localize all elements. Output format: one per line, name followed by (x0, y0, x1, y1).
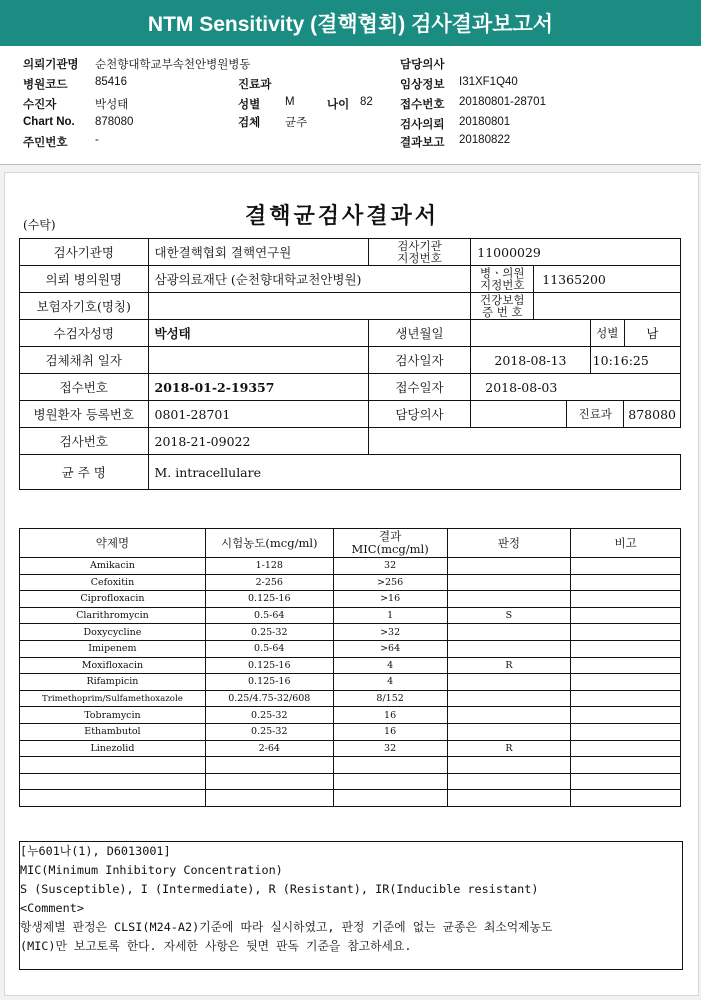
drug-row (20, 690, 681, 707)
note-cell (571, 740, 681, 757)
header-label-sex: 성별 (238, 99, 261, 111)
info-label-department: 진료과 (567, 401, 624, 427)
info-label-doctor: 담당의사 (368, 401, 471, 428)
test-range-cell (205, 790, 333, 807)
judgment-cell: R (447, 740, 571, 757)
header-label-chart-no: Chart No. (23, 116, 75, 128)
test-range-cell: 0.125-16 (205, 591, 333, 608)
info-value-lab-code: 11000029 (471, 239, 681, 266)
note-cell (571, 558, 681, 575)
note-line: S (Susceptible), I (Intermediate), R (Resistant), IR(Inducible resistant) (20, 882, 539, 896)
drug-name-cell: Cefoxitin (20, 574, 206, 591)
header-label-specimen: 검체 (238, 117, 261, 129)
info-label-requester-code: 병ㆍ의원 지정번호 (471, 266, 534, 292)
mic-cell: 16 (333, 707, 447, 724)
drug-row (20, 773, 681, 790)
header-label-request-date: 검사의뢰 (400, 119, 445, 131)
info-label-collection-date: 검체채취 일자 (20, 347, 149, 374)
result-sheet (4, 172, 699, 996)
judgment-cell (447, 624, 571, 641)
header-value-specimen: 균주 (285, 117, 308, 129)
info-value-doctor (471, 401, 567, 427)
note-cell (571, 773, 681, 790)
mic-cell: 4 (333, 674, 447, 691)
header-label-resident-no: 주민번호 (23, 137, 68, 149)
note-cell (571, 790, 681, 807)
test-range-cell: 0.5-64 (205, 607, 333, 624)
mic-cell: 8/152 (333, 690, 447, 707)
mic-cell: 4 (333, 657, 447, 674)
drug-row (20, 740, 681, 757)
test-range-cell: 0.25-32 (205, 707, 333, 724)
mic-cell: >16 (333, 591, 447, 608)
info-doctor-cell (471, 401, 681, 428)
header-value-request-date: 20180801 (459, 116, 511, 128)
header-label-receipt-no: 접수번호 (400, 99, 445, 111)
info-label-birth: 생년월일 (368, 320, 471, 347)
mic-cell (333, 790, 447, 807)
drug-row (20, 607, 681, 624)
info-value-lab: 대한결핵협회 결핵연구원 (148, 239, 368, 266)
drug-row (20, 674, 681, 691)
test-range-cell: 2-256 (205, 574, 333, 591)
sheet-title: 결핵균검사결과서 (245, 203, 440, 229)
mic-cell: >256 (333, 574, 447, 591)
info-label-lab-code: 검사기관 지정번호 (368, 239, 471, 266)
test-range-cell: 0.25-32 (205, 723, 333, 740)
info-value-insurer (148, 293, 471, 320)
mic-cell: 16 (333, 723, 447, 740)
col-header-mic: 결과 MIC(mcg/ml) (333, 529, 447, 558)
note-line: 항생제별 판정은 CLSI(M24-A2)기준에 따라 실시하였고, 판정 기준에 없는 균종은 최소억제농도 (20, 920, 553, 934)
test-range-cell: 1-128 (205, 558, 333, 575)
header-label-age: 나이 (327, 99, 350, 111)
drug-row (20, 707, 681, 724)
info-label-patient: 수검자성명 (20, 320, 149, 347)
drug-name-cell: Clarithromycin (20, 607, 206, 624)
judgment-cell: R (447, 657, 571, 674)
drug-name-cell: Amikacin (20, 558, 206, 575)
info-value-test-no: 2018-21-09022 (148, 428, 368, 455)
header-label-patient: 수진자 (23, 99, 57, 111)
info-value-department: 878080 (628, 406, 676, 422)
test-range-cell: 0.125-16 (205, 674, 333, 691)
info-row-test-no (20, 428, 681, 455)
info-label-test-no: 검사번호 (20, 428, 149, 455)
info-label-test-date: 검사일자 (368, 347, 471, 374)
drug-name-cell: Rifampicin (20, 674, 206, 691)
note-cell (571, 657, 681, 674)
report-title: NTM Sensitivity (결핵협회) 검사결과보고서 (0, 0, 701, 46)
notes-box (19, 841, 683, 970)
info-value-registration: 0801-28701 (148, 401, 368, 428)
judgment-cell (447, 790, 571, 807)
drug-name-cell: Ciprofloxacin (20, 591, 206, 608)
info-insurance-no-cell (471, 293, 681, 320)
header-value-report-date: 20180822 (459, 134, 511, 146)
note-cell (571, 707, 681, 724)
judgment-cell (447, 723, 571, 740)
note-cell (571, 624, 681, 641)
judgment-cell (447, 707, 571, 724)
note-line: <Comment> (20, 901, 84, 915)
mic-cell (333, 757, 447, 774)
drug-name-cell (20, 757, 206, 774)
info-value-birth (471, 320, 590, 347)
info-label-registration: 병원환자 등록번호 (20, 401, 149, 428)
drug-name-cell (20, 773, 206, 790)
mic-cell (333, 773, 447, 790)
test-range-cell: 2-64 (205, 740, 333, 757)
note-cell (571, 640, 681, 657)
header-label-clinical-info: 임상정보 (400, 79, 445, 91)
info-empty-cell (368, 428, 680, 455)
info-row-collection (20, 347, 681, 374)
judgment-cell (447, 574, 571, 591)
drug-row (20, 558, 681, 575)
header-value-receipt-no: 20180801-28701 (459, 96, 546, 108)
note-cell (571, 607, 681, 624)
info-row-registration (20, 401, 681, 428)
col-header-drug: 약제명 (20, 529, 206, 558)
header-value-chart-no: 878080 (95, 116, 134, 128)
info-value-receipt-date: 2018-08-03 (471, 374, 681, 401)
info-value-test-time: 10:16:25 (590, 347, 680, 374)
susceptibility-header-row (20, 529, 681, 558)
drug-name-cell: Doxycycline (20, 624, 206, 641)
susceptibility-table (19, 528, 681, 807)
mic-cell: 32 (333, 740, 447, 757)
info-label-requester: 의뢰 병의원명 (20, 266, 149, 293)
header-value-clinical-info: I31XF1Q40 (459, 76, 518, 88)
note-cell (571, 690, 681, 707)
info-label-insurance-no: 건강보험 증 번 호 (471, 293, 534, 319)
header-value-hospital-code: 85416 (95, 76, 127, 88)
report-header (0, 46, 701, 165)
info-row-requester (20, 266, 681, 293)
header-label-hospital-code: 병원코드 (23, 79, 68, 91)
drug-row (20, 591, 681, 608)
info-value-sex: 남 (624, 320, 680, 347)
drug-name-cell: Imipenem (20, 640, 206, 657)
drug-name-cell: Trimethoprim/Sulfamethoxazole (20, 690, 206, 707)
drug-name-cell: Ethambutol (20, 723, 206, 740)
info-row-receipt (20, 374, 681, 401)
info-value-collection-date (148, 347, 368, 374)
mic-cell: 1 (333, 607, 447, 624)
header-label-report-date: 결과보고 (400, 137, 445, 149)
col-header-judgment: 판정 (447, 529, 571, 558)
header-label-department: 진료과 (238, 79, 272, 91)
judgment-cell (447, 773, 571, 790)
drug-row (20, 790, 681, 807)
judgment-cell (447, 690, 571, 707)
test-range-cell (205, 757, 333, 774)
info-requester-code-cell (471, 266, 681, 293)
test-range-cell: 0.25/4.75-32/608 (205, 690, 333, 707)
drug-row (20, 757, 681, 774)
note-cell (571, 574, 681, 591)
note-line: [누601나(1), D6013001] (20, 844, 171, 858)
drug-row (20, 723, 681, 740)
drug-name-cell: Moxifloxacin (20, 657, 206, 674)
header-value-institution: 순천향대학교부속천안병원병동 (95, 59, 251, 71)
mic-cell: 32 (333, 558, 447, 575)
patient-info-table (19, 238, 681, 490)
drug-row (20, 657, 681, 674)
drug-name-cell: Linezolid (20, 740, 206, 757)
header-value-patient: 박성태 (95, 99, 129, 111)
col-header-range: 시험농도(mcg/ml) (205, 529, 333, 558)
info-label-strain: 균 주 명 (20, 455, 149, 490)
judgment-cell: S (447, 607, 571, 624)
test-range-cell: 0.125-16 (205, 657, 333, 674)
header-value-resident-no: - (95, 134, 99, 146)
info-row-lab (20, 239, 681, 266)
info-row-strain (20, 455, 681, 490)
note-cell (571, 674, 681, 691)
judgment-cell (447, 640, 571, 657)
drug-name-cell (20, 790, 206, 807)
info-value-strain: M. intracellulare (148, 455, 681, 490)
note-cell (571, 723, 681, 740)
header-label-institution: 의뢰기관명 (23, 59, 79, 71)
note-cell (571, 591, 681, 608)
info-row-patient (20, 320, 681, 347)
info-label-receipt-date: 접수일자 (368, 374, 471, 401)
mic-cell: >32 (333, 624, 447, 641)
col-header-note: 비고 (571, 529, 681, 558)
test-range-cell: 0.25-32 (205, 624, 333, 641)
info-label-insurer: 보험자기호(명칭) (20, 293, 149, 320)
note-line: MIC(Minimum Inhibitory Concentration) (20, 863, 283, 877)
test-range-cell (205, 773, 333, 790)
drug-row (20, 574, 681, 591)
consignment-label: (수탁) (23, 218, 56, 232)
judgment-cell (447, 558, 571, 575)
judgment-cell (447, 674, 571, 691)
drug-row (20, 624, 681, 641)
info-value-requester-code: 11365200 (542, 271, 606, 287)
note-cell (571, 757, 681, 774)
header-label-doctor: 담당의사 (400, 59, 445, 71)
mic-cell: >64 (333, 640, 447, 657)
drug-name-cell: Tobramycin (20, 707, 206, 724)
drug-row (20, 640, 681, 657)
info-value-receipt-no: 2018-01-2-19357 (148, 374, 368, 401)
judgment-cell (447, 757, 571, 774)
info-value-patient: 박성태 (148, 320, 368, 347)
judgment-cell (447, 591, 571, 608)
info-value-requester: 삼광의료재단 (순천향대학교천안병원) (148, 266, 471, 293)
info-value-insurance-no (534, 293, 550, 319)
info-label-sex: 성별 (590, 320, 624, 347)
header-value-age: 82 (360, 96, 373, 108)
test-range-cell: 0.5-64 (205, 640, 333, 657)
note-line: (MIC)만 보고토록 한다. 자세한 사항은 뒷면 판독 기준을 참고하세요. (20, 939, 412, 953)
info-row-insurer (20, 293, 681, 320)
header-value-sex: M (285, 96, 295, 108)
info-label-receipt-no: 접수번호 (20, 374, 149, 401)
info-label-lab: 검사기관명 (20, 239, 149, 266)
info-value-test-date: 2018-08-13 (471, 347, 590, 374)
